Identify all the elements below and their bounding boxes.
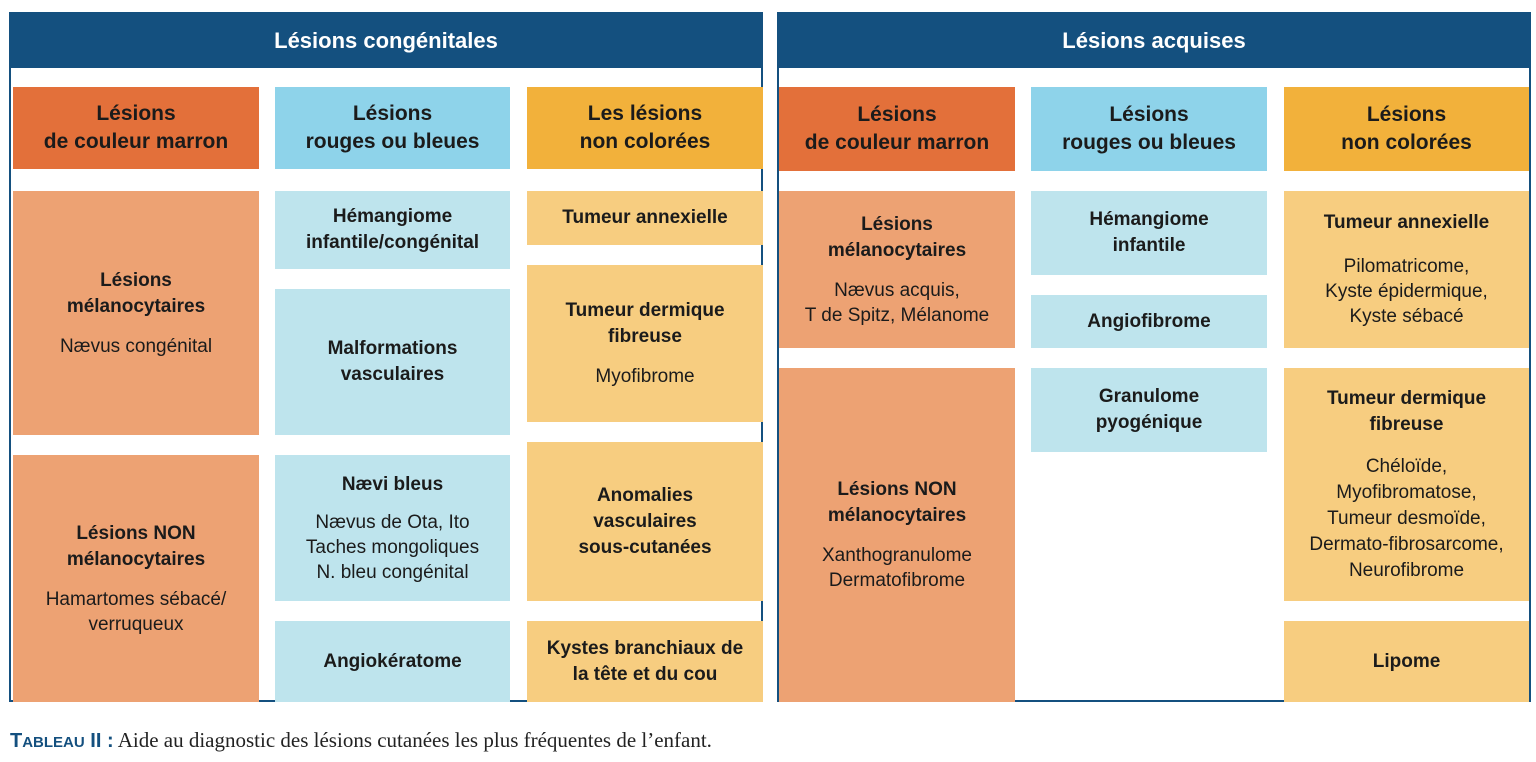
acquired-brown-non-melanocytic: Lésions NON mélanocytaires Xanthogranulome Dermatofibrome: [779, 368, 1015, 702]
acquired-blue-granulome: Granulome pyogénique: [1031, 368, 1267, 452]
acquired-blue-hemangioma: Hémangiome infantile: [1031, 191, 1267, 275]
acquired-yellow-annexielle: Tumeur annexielle Pilomatricome, Kyste épidermique, Kyste sébacé: [1284, 191, 1529, 348]
congenital-banner: [11, 14, 761, 68]
congenital-yellow-annexielle: Tumeur annexielle: [527, 191, 763, 245]
caption-text: Aide au diagnostic des lésions cutanées les plus fréquentes de l’enfant.: [113, 728, 712, 752]
congenital-yellow-dermique: Tumeur dermique fibreuse Myofibrome: [527, 265, 763, 422]
acquired-brown-melanocytic: Lésions mélanocytaires Nævus acquis, T de Spitz, Mélanome: [779, 191, 1015, 348]
congenital-yellow-kystes: Kystes branchiaux de la tête et du cou: [527, 621, 763, 702]
congenital-brown-melanocytic: Lésions mélanocytaires Nævus congénital: [13, 191, 259, 435]
acquired-header-brown: Lésions de couleur marron: [779, 87, 1015, 171]
acquired-header-blue: Lésions rouges ou bleues: [1031, 87, 1267, 171]
acquired-banner: [779, 14, 1529, 68]
acquired-yellow-dermique: Tumeur dermique fibreuse Chéloïde, Myofibromatose, Tumeur desmoïde, Dermato-fibrosarcome, Neurofibrome: [1284, 368, 1529, 601]
acquired-header-yellow: Lésions non colorées: [1284, 87, 1529, 171]
caption-label: TABLEAU II :: [10, 730, 114, 752]
table-caption: [10, 728, 712, 753]
congenital-blue-naevi-bleus: Nævi bleus Nævus de Ota, Ito Taches mongoliques N. bleu congénital: [275, 455, 510, 601]
congenital-yellow-vasculaires: Anomalies vasculaires sous-cutanées: [527, 442, 763, 601]
acquired-blue-angiofibrome: Angiofibrome: [1031, 295, 1267, 348]
congenital-title: Lésions congénitales: [274, 28, 498, 53]
acquired-title: Lésions acquises: [1062, 28, 1246, 53]
congenital-blue-malformations: Malformations vasculaires: [275, 289, 510, 435]
congenital-header-brown: Lésions de couleur marron: [13, 87, 259, 169]
acquired-yellow-lipome: Lipome: [1284, 621, 1529, 702]
congenital-header-yellow: Les lésions non colorées: [527, 87, 763, 169]
congenital-panel: [9, 12, 763, 702]
acquired-panel: [777, 12, 1531, 702]
congenital-blue-angiokeratome: Angiokératome: [275, 621, 510, 702]
congenital-brown-non-melanocytic: Lésions NON mélanocytaires Hamartomes sébacé/ verruqueux: [13, 455, 259, 702]
congenital-header-blue: Lésions rouges ou bleues: [275, 87, 510, 169]
congenital-blue-hemangioma: Hémangiome infantile/congénital: [275, 191, 510, 269]
